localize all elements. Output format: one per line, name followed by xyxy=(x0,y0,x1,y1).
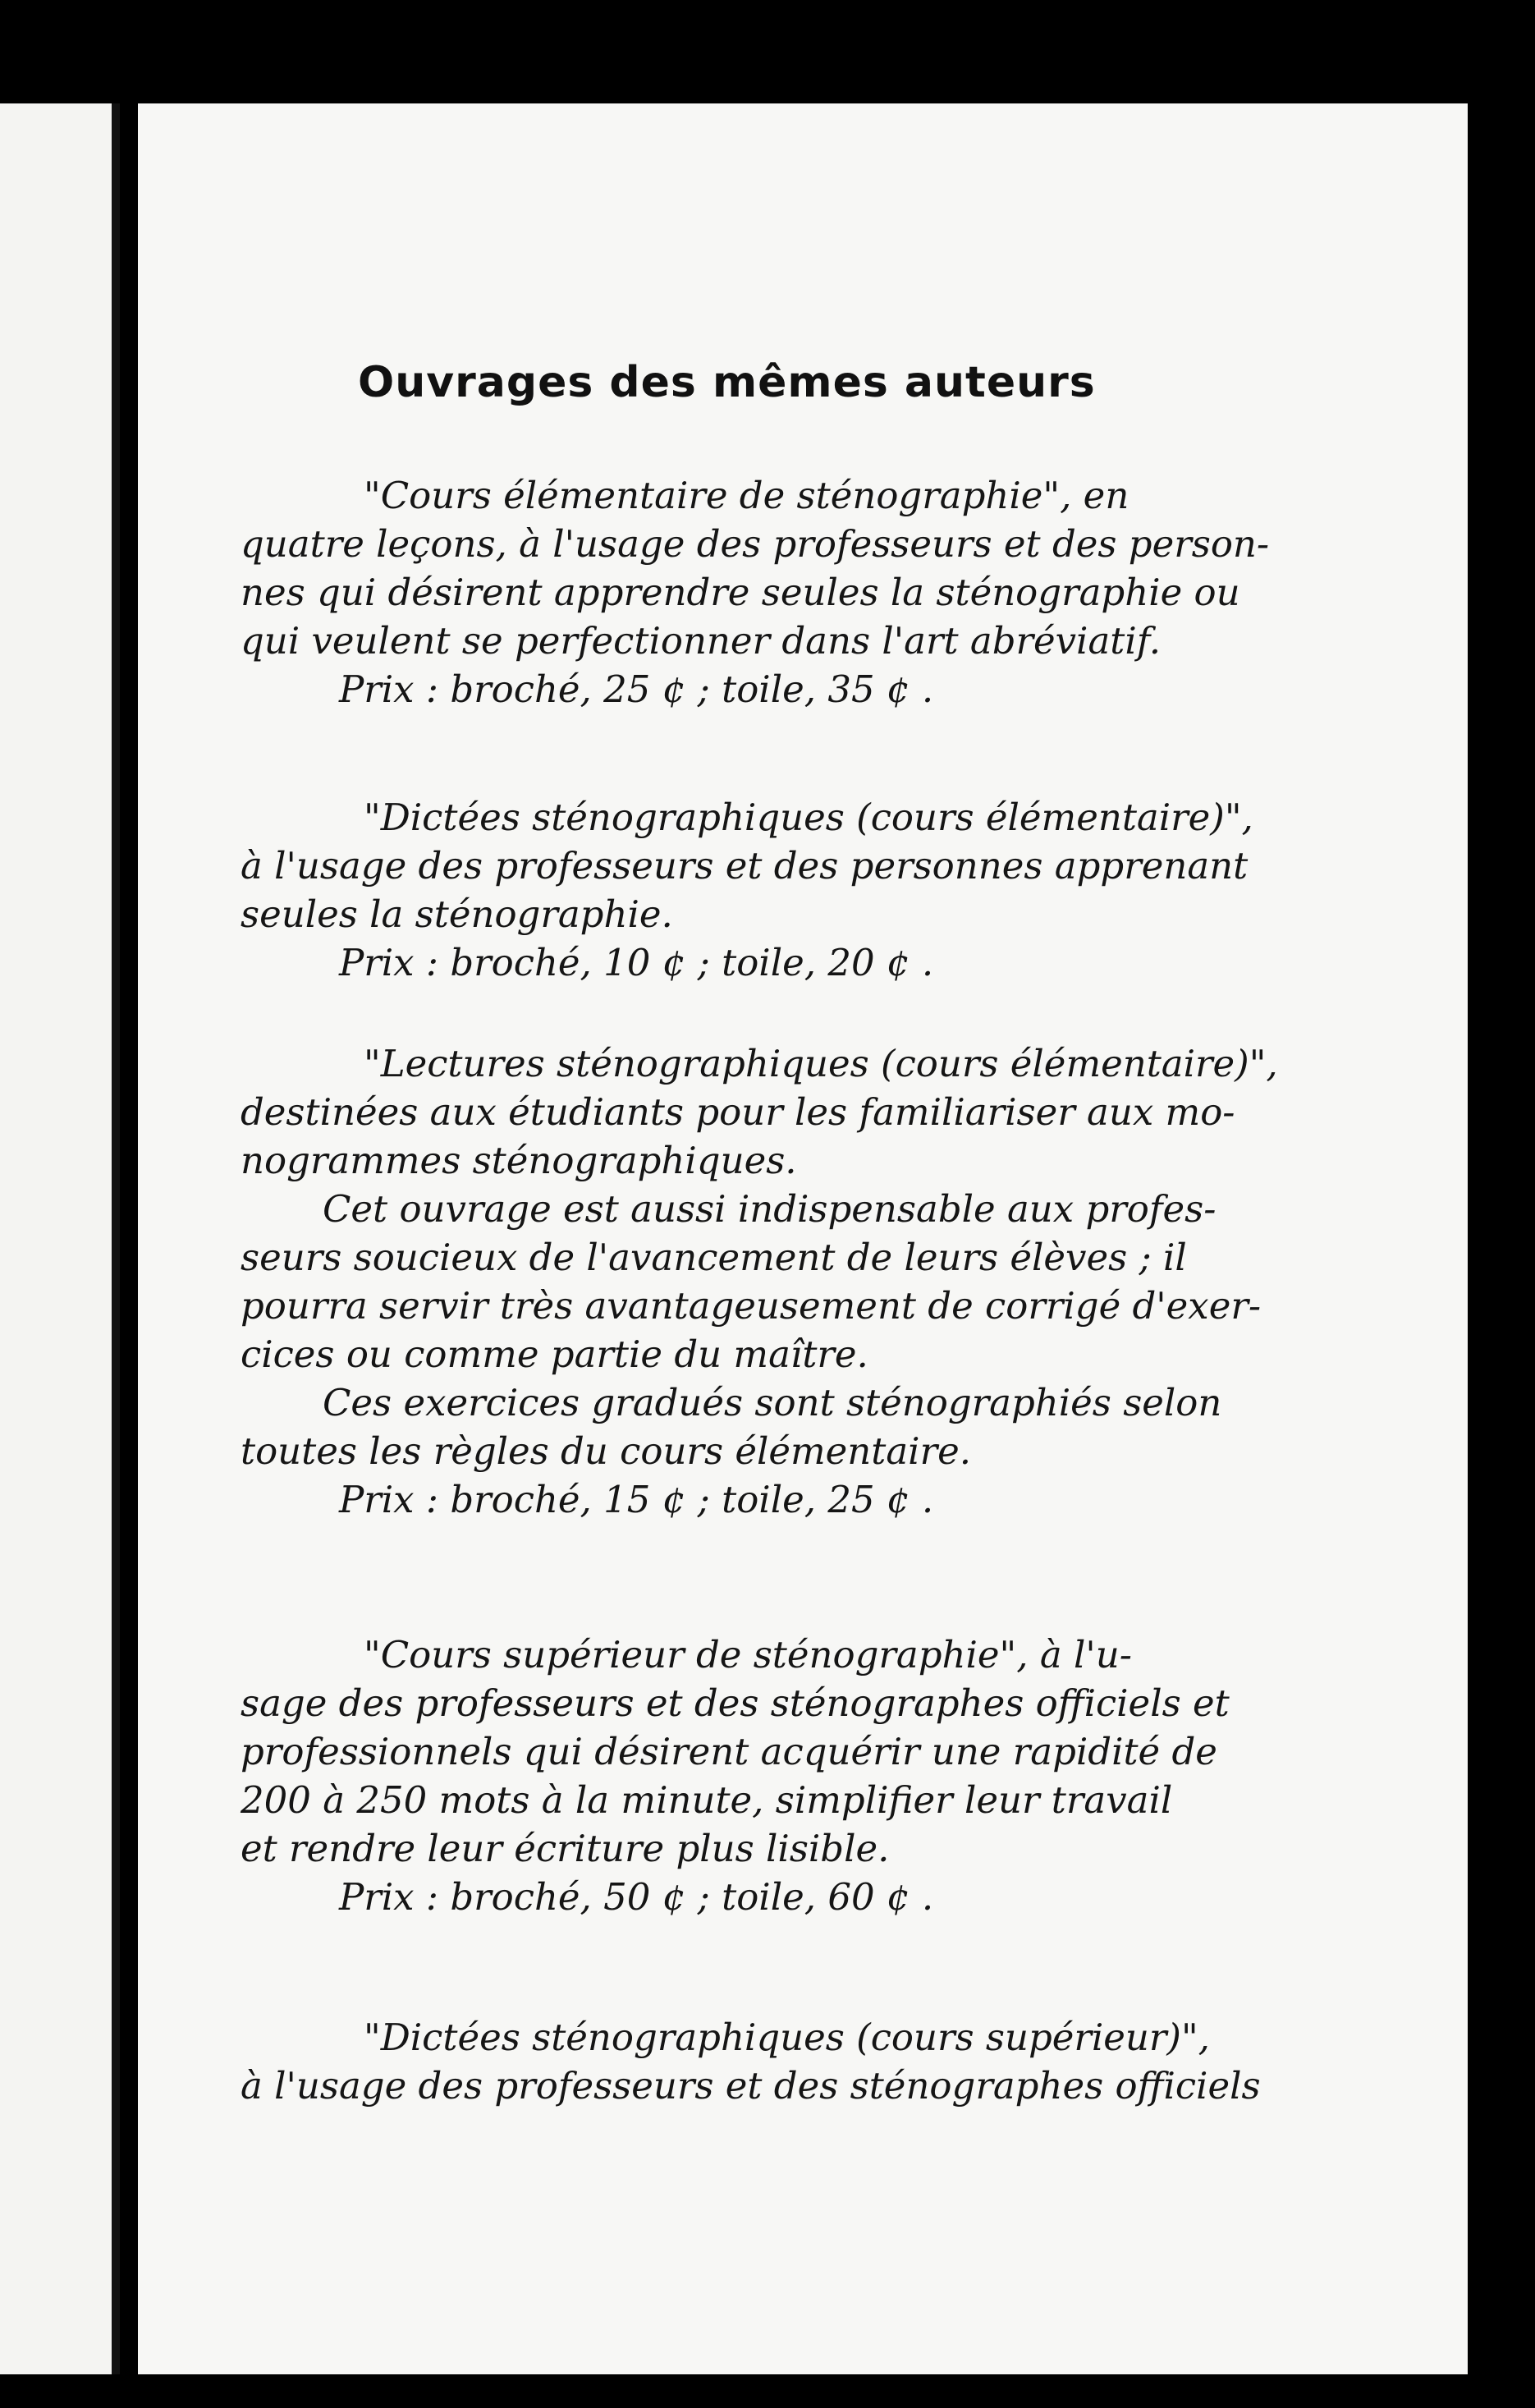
book-entry-dictees-elementaire xyxy=(241,793,1423,987)
entry-price: Prix : broché, 10 ¢ ; toile, 20 ¢ . xyxy=(339,941,934,984)
book-gutter xyxy=(112,103,120,2374)
left-page-edge xyxy=(0,103,115,2374)
entry-line: Cet ouvrage est aussi indispensable aux profes- xyxy=(323,1187,1217,1231)
entry-line: "Cours supérieur de sténographie", à l'u- xyxy=(364,1633,1132,1676)
entry-line: qui veulent se perfectionner dans l'art abréviatif. xyxy=(241,619,1162,663)
entry-line: professionnels qui désirent acquérir une rapidité de xyxy=(241,1730,1217,1773)
book-entry-cours-superieur xyxy=(241,1631,1423,1921)
entry-line: à l'usage des professeurs et des sténographes officiels xyxy=(241,2064,1261,2108)
entry-price: Prix : broché, 15 ¢ ; toile, 25 ¢ . xyxy=(339,1478,934,1521)
entry-line: Ces exercices gradués sont sténographiés selon xyxy=(323,1381,1222,1424)
entry-line: pourra servir très avantageusement de corrigé d'exer- xyxy=(241,1284,1262,1328)
book-entry-lectures xyxy=(241,1039,1423,1524)
entry-line: cices ou comme partie du maître. xyxy=(241,1332,868,1376)
page xyxy=(138,103,1468,2374)
entry-line: quatre leçons, à l'usage des professeurs et des person- xyxy=(241,522,1270,566)
entry-line: "Cours élémentaire de sténographie", en xyxy=(364,474,1129,517)
entry-line: nes qui désirent apprendre seules la sténographie ou xyxy=(241,571,1240,614)
entry-line: "Lectures sténographiques (cours élémentaire)", xyxy=(364,1042,1278,1085)
book-entry-cours-elementaire xyxy=(241,471,1423,713)
entry-line: à l'usage des professeurs et des personnes apprenant xyxy=(241,844,1249,888)
page-heading: Ouvrages des mêmes auteurs xyxy=(358,358,1096,407)
entry-line: toutes les règles du cours élémentaire. xyxy=(241,1429,972,1473)
entry-line: "Dictées sténographiques (cours supérieur)", xyxy=(364,2016,1210,2059)
book-entry-dictees-superieur xyxy=(241,2013,1423,2110)
entry-line: destinées aux étudiants pour les familiariser aux mo- xyxy=(241,1090,1235,1134)
entry-line: et rendre leur écriture plus lisible. xyxy=(241,1827,890,1870)
entry-line: 200 à 250 mots à la minute, simplifier leur travail xyxy=(241,1778,1173,1822)
entry-line: sage des professeurs et des sténographes officiels et xyxy=(241,1681,1230,1725)
entry-line: "Dictées sténographiques (cours élémentaire)", xyxy=(364,796,1253,839)
entry-line: nogrammes sténographiques. xyxy=(241,1139,797,1182)
entry-line: seurs soucieux de l'avancement de leurs élèves ; il xyxy=(241,1236,1187,1279)
entry-price: Prix : broché, 25 ¢ ; toile, 35 ¢ . xyxy=(339,667,934,711)
entry-price: Prix : broché, 50 ¢ ; toile, 60 ¢ . xyxy=(339,1875,934,1919)
entry-line: seules la sténographie. xyxy=(241,892,673,936)
